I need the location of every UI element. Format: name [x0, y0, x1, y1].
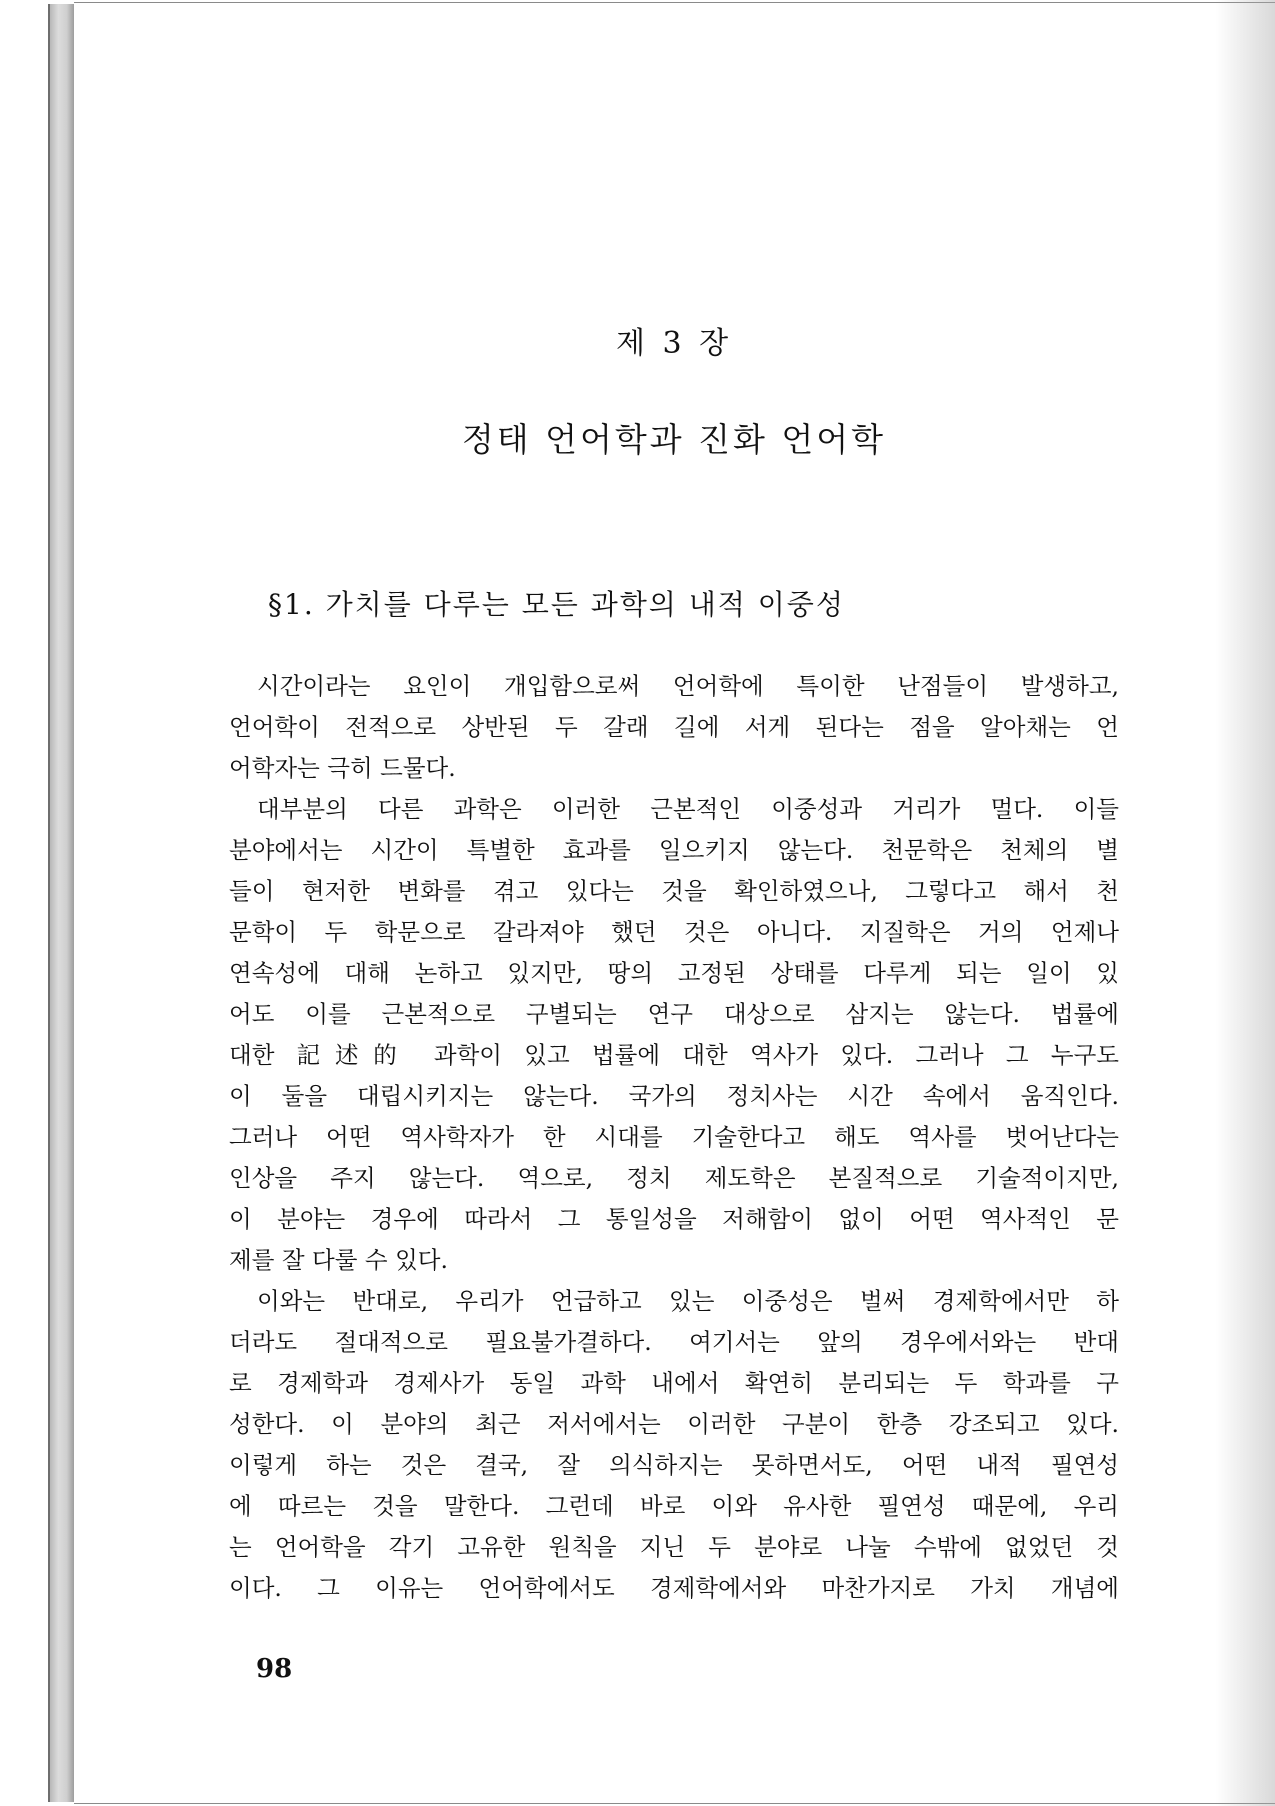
text-line: 에 따르는 것을 말한다. 그런데 바로 이와 유사한 필연성 때문에, 우리: [229, 1492, 1119, 1520]
body-text: [229, 666, 1119, 1609]
text-line: 성한다. 이 분야의 최근 저서에서는 이러한 구분이 한층 강조되고 있다.: [229, 1410, 1119, 1438]
book-spine-edge: [48, 4, 74, 1802]
page-number: 98: [256, 1654, 293, 1684]
page-right-shadow: [1215, 0, 1275, 1806]
chapter-number: 제 3 장: [615, 326, 733, 361]
text-line: 이와는 반대로, 우리가 언급하고 있는 이중성은 벌써 경제학에서만 하: [257, 1287, 1119, 1315]
text-line: 어학자는 극히 드물다.: [229, 754, 456, 782]
text-line: 이 둘을 대립시키지는 않는다. 국가의 정치사는 시간 속에서 움직인다.: [229, 1082, 1119, 1110]
text-line: 제를 잘 다룰 수 있다.: [229, 1246, 448, 1274]
text-line: 이렇게 하는 것은 결국, 잘 의식하지는 못하면서도, 어떤 내적 필연성: [229, 1451, 1119, 1479]
text-line: 이다. 그 이유는 언어학에서도 경제학에서와 마찬가지로 가치 개념에: [229, 1574, 1119, 1602]
text-line: 이 분야는 경우에 따라서 그 통일성을 저해함이 없이 어떤 역사적인 문: [229, 1205, 1119, 1233]
text-line: 인상을 주지 않는다. 역으로, 정치 제도학은 본질적으로 기술적이지만,: [229, 1164, 1119, 1192]
text-line: 분야에서는 시간이 특별한 효과를 일으키지 않는다. 천문학은 천체의 별: [229, 836, 1119, 864]
section-heading: §1. 가치를 다루는 모든 과학의 내적 이중성: [268, 588, 845, 621]
text-line: 대한 記述的 과학이 있고 법률에 대한 역사가 있다. 그러나 그 누구도: [229, 1041, 1119, 1069]
text-line: 연속성에 대해 논하고 있지만, 땅의 고정된 상태를 다루게 되는 일이 있: [229, 959, 1119, 987]
text-line: 대부분의 다른 과학은 이러한 근본적인 이중성과 거리가 멀다. 이들: [257, 795, 1119, 823]
text-line: 들이 현저한 변화를 겪고 있다는 것을 확인하였으나, 그렇다고 해서 천: [229, 877, 1119, 905]
chapter-title: 정태 언어학과 진화 언어학: [461, 420, 887, 459]
text-line: 어도 이를 근본적으로 구별되는 연구 대상으로 삼지는 않는다. 법률에: [229, 1000, 1119, 1028]
text-line: 문학이 두 학문으로 갈라져야 했던 것은 아니다. 지질학은 거의 언제나: [229, 918, 1119, 946]
text-line: 언어학이 전적으로 상반된 두 갈래 길에 서게 된다는 점을 알아채는 언: [229, 713, 1119, 741]
text-line: 로 경제학과 경제사가 동일 과학 내에서 확연히 분리되는 두 학과를 구: [229, 1369, 1119, 1397]
text-line: 는 언어학을 각기 고유한 원칙을 지닌 두 분야로 나눌 수밖에 없었던 것: [229, 1533, 1119, 1561]
text-line: 시간이라는 요인이 개입함으로써 언어학에 특이한 난점들이 발생하고,: [257, 672, 1119, 700]
text-line: 그러나 어떤 역사학자가 한 시대를 기술한다고 해도 역사를 벗어난다는: [229, 1123, 1119, 1151]
text-line: 더라도 절대적으로 필요불가결하다. 여기서는 앞의 경우에서와는 반대: [229, 1328, 1119, 1356]
